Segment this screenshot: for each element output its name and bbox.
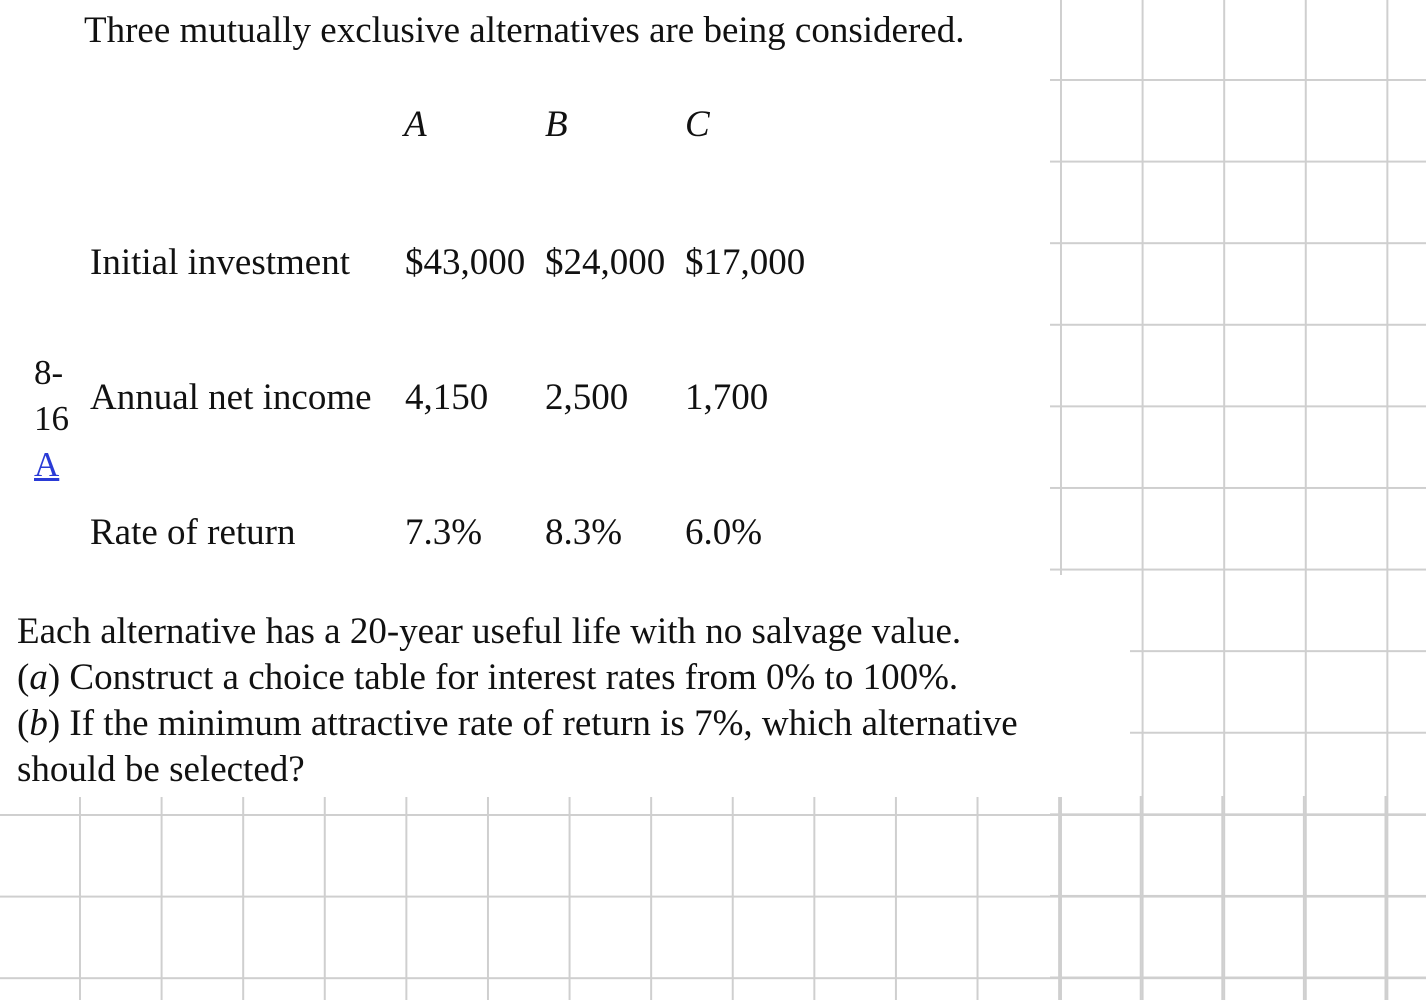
table-cell: $17,000 [685,242,806,283]
grid-background-bottom [0,796,1426,1000]
part-b-text: If the minimum attractive rate of return is 7%, which alternative [60,703,1018,744]
problem-number-line2: 16 [34,399,69,438]
table-cell: $24,000 [545,242,666,283]
table-cell: 4,150 [405,377,489,418]
table-cell: 2,500 [545,377,629,418]
table-cell: 8.3% [545,512,623,553]
table-cell: 7.3% [405,512,483,553]
column-header-a: A [404,104,427,145]
paragraph-line-2: (a) Construct a choice table for interest rates from 0% to 100%. [17,657,959,698]
paragraph-line-1: Each alternative has a 20-year useful life with no salvage value. [17,611,962,652]
answer-link[interactable]: A [34,445,60,484]
paragraph-line-3: (b) If the minimum attractive rate of return is 7%, which alternative [17,703,1018,744]
intro-sentence: Three mutually exclusive alternatives are being considered. [84,10,965,51]
table-cell: 6.0% [685,512,763,553]
row-label-rate-of-return: Rate of return [90,512,296,553]
row-label-annual-net-income: Annual net income [90,377,372,418]
paragraph-line-4: should be selected? [17,749,305,790]
page-area-upper [0,0,1050,575]
table-cell: 1,700 [685,377,769,418]
part-a-letter: a [29,657,48,698]
row-label-initial-investment: Initial investment [90,242,350,283]
table-cell: $43,000 [405,242,526,283]
problem-number-line1: 8- [34,353,64,392]
part-a-text: Construct a choice table for interest rates from 0% to 100%. [60,657,959,698]
column-header-c: C [685,104,710,145]
question-paragraph [17,609,1127,793]
column-header-b: B [545,104,568,145]
part-b-letter: b [29,703,48,744]
